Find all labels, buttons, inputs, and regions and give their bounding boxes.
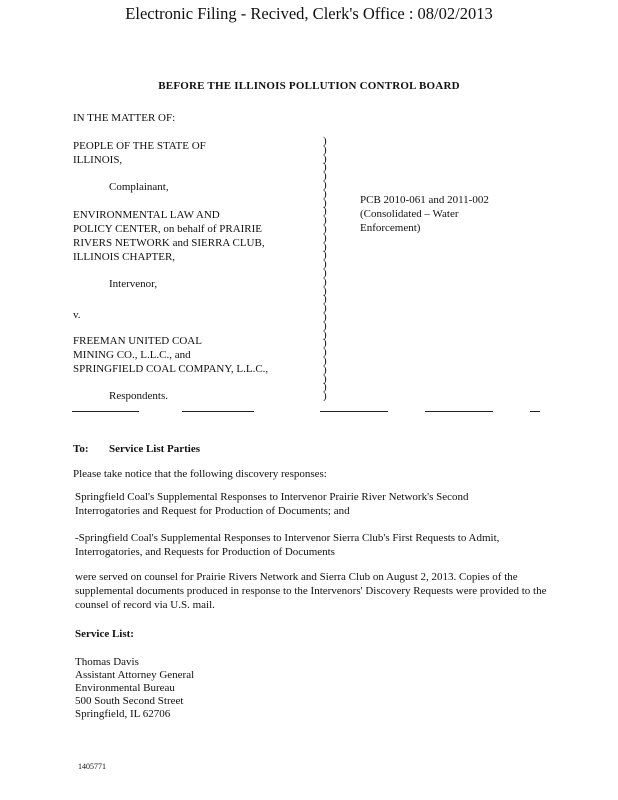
matter-label: IN THE MATTER OF: [73, 112, 176, 124]
to-value: Service List Parties [109, 443, 201, 455]
response-item-1: Springfield Coal's Supplemental Responses to Intervenor Prairie River Network's Second Interrogatories and Request for Production of Documents; and [75, 491, 469, 517]
address-city: Springfield, IL 62706 [75, 708, 171, 720]
party3-line1: FREEMAN UNITED COAL [73, 335, 202, 347]
complainant-label: Complainant, [109, 181, 169, 193]
respondents-label: Respondents. [109, 390, 168, 402]
party2-line4: ILLINOIS CHAPTER, [73, 251, 176, 263]
party1-line1: PEOPLE OF THE STATE OF [73, 140, 206, 152]
caption-paren-divider: ) ) ) ) ) ) ) ) ) ) ) ) ) ) ) ) ) ) ) ) ) ) ) ) ) ) ) ) ) ) [323, 135, 327, 403]
service-paragraph: were served on counsel for Prairie Rivers Network and Sierra Club on August 2, 2013. Copies of the supplemental documents produced in response to the Intervenors' Discovery Requests were provided to the counsel of record via U.S. mail. [75, 571, 547, 611]
party2-line2: POLICY CENTER, on behalf of PRAIRIE [73, 223, 263, 235]
notice-intro: Please take notice that the following discovery responses: [73, 468, 327, 480]
caption-rule-5 [530, 411, 540, 412]
party1-line2: ILLINOIS, [73, 154, 123, 166]
board-heading: BEFORE THE ILLINOIS POLLUTION CONTROL BOARD [158, 80, 460, 92]
caption-rule-2 [182, 411, 254, 412]
response-item-2: -Springfield Coal's Supplemental Responses to Intervenor Sierra Club's First Requests to Admit, Interrogatories, and Requests for Production of Documents [75, 532, 500, 558]
caption-rule-4 [425, 411, 493, 412]
caption-rule-3 [320, 411, 388, 412]
intervenor-label: Intervenor, [109, 278, 158, 290]
case-number-line1: PCB 2010-061 and 2011-002 [360, 194, 489, 206]
case-number-line3: Enforcement) [360, 222, 421, 234]
address-bureau: Environmental Bureau [75, 682, 175, 694]
party3-line2: MINING CO., L.L.C., and [73, 349, 191, 361]
filing-stamp: Electronic Filing - Recived, Clerk's Office : 08/02/2013 [125, 4, 493, 23]
caption-rule-1 [72, 411, 139, 412]
service-list-heading: Service List: [75, 628, 134, 640]
address-street: 500 South Second Street [75, 695, 184, 707]
versus-label: v. [73, 309, 81, 321]
case-number-line2: (Consolidated – Water [360, 208, 459, 220]
party2-line3: RIVERS NETWORK and SIERRA CLUB, [73, 237, 265, 249]
address-name: Thomas Davis [75, 656, 139, 668]
address-title: Assistant Attorney General [75, 669, 195, 681]
to-label: To: [73, 443, 89, 455]
document-id: 1405771 [78, 762, 106, 771]
party3-line3: SPRINGFIELD COAL COMPANY, L.L.C., [73, 363, 269, 375]
party2-line1: ENVIRONMENTAL LAW AND [73, 209, 220, 221]
